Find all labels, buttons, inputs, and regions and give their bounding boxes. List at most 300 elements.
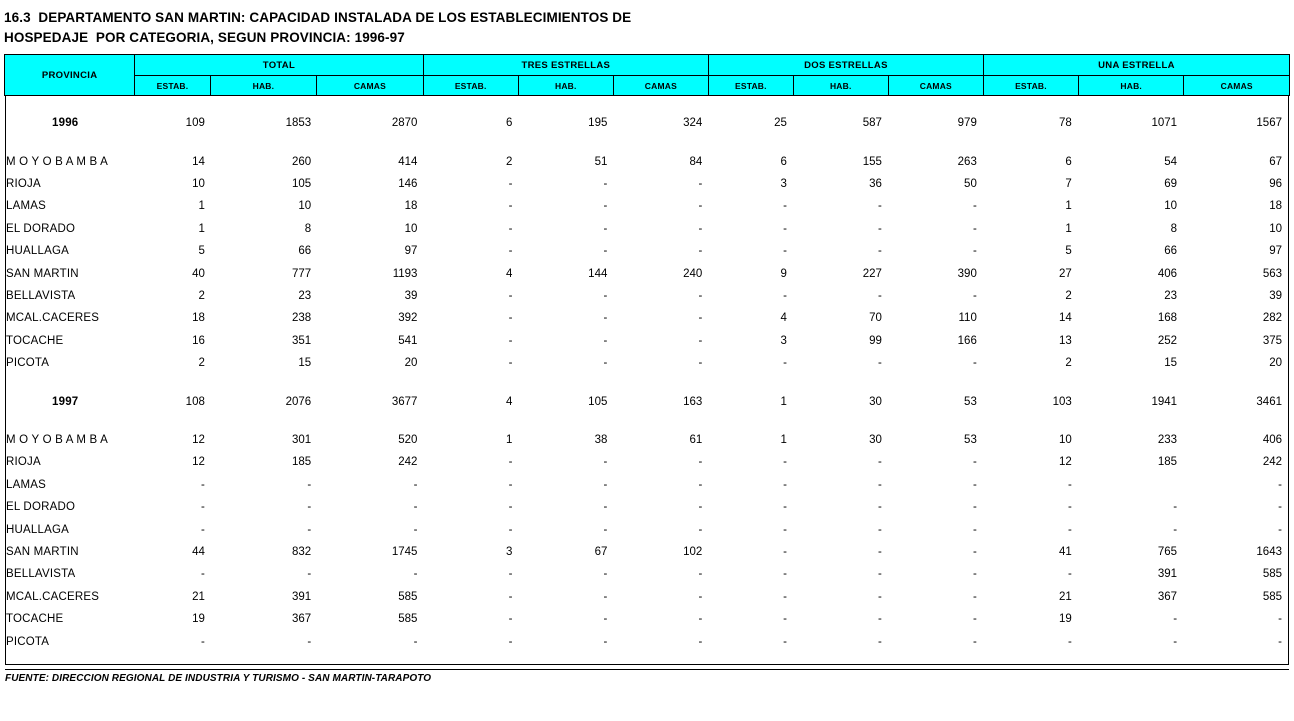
- page-title: [0, 0, 1294, 51]
- data-cell: 10: [1059, 434, 1072, 446]
- data-cell: 27: [1059, 267, 1072, 280]
- data-cell: 520: [398, 434, 418, 446]
- data-cell: 39: [1269, 290, 1282, 303]
- data-cell: 50: [964, 178, 977, 191]
- table-row: [6, 151, 1289, 173]
- data-cell: 19: [1059, 613, 1072, 626]
- data-cell: [1078, 474, 1183, 496]
- spacer-cell: [6, 135, 1289, 151]
- header-tres-estab: ESTAB.: [423, 76, 518, 96]
- data-cell: -: [307, 635, 312, 648]
- data-cell: -: [973, 568, 977, 581]
- header-sub-row: [5, 76, 1290, 96]
- year-label: 1997: [52, 395, 79, 408]
- title-line-2: HOSPEDAJE POR CATEGORIA, SEGUN PROVINCIA: 1996-97: [4, 29, 405, 45]
- data-cell: -: [1067, 635, 1072, 648]
- data-cell: 51: [594, 155, 608, 168]
- data-cell: 1: [198, 222, 205, 235]
- data-cell: 585: [398, 613, 418, 626]
- data-cell: 38: [594, 434, 608, 446]
- data-cell: 10: [1164, 200, 1178, 213]
- table-row: [6, 352, 1289, 374]
- data-cell: -: [783, 290, 787, 303]
- table-row: [6, 630, 1289, 652]
- data-cell: -: [1067, 523, 1072, 536]
- province-label: BELLAVISTA: [6, 568, 76, 581]
- data-cell: 587: [862, 117, 882, 130]
- data-cell: 25: [774, 117, 787, 130]
- data-cell: -: [698, 200, 703, 213]
- data-cell: 227: [862, 267, 882, 280]
- data-cell: -: [878, 200, 882, 213]
- header-tres-hab: HAB.: [518, 76, 613, 96]
- data-cell: 1: [198, 200, 205, 213]
- data-cell: 15: [1164, 357, 1178, 370]
- data-cell: -: [201, 478, 205, 491]
- data-cell: 10: [192, 178, 205, 191]
- data-cell: -: [603, 456, 608, 469]
- data-cell: 12: [192, 456, 205, 469]
- province-label: BELLAVISTA: [6, 290, 76, 303]
- data-cell: 4: [506, 395, 513, 408]
- data-cell: 392: [398, 312, 418, 325]
- data-cell: -: [878, 456, 882, 469]
- data-cell: 282: [1262, 312, 1282, 325]
- province-label: HUALLAGA: [6, 523, 69, 536]
- header-total-estab: ESTAB.: [135, 76, 210, 96]
- spacer-cell: [6, 653, 1289, 665]
- data-cell: 242: [1262, 456, 1282, 469]
- province-label: TOCACHE: [6, 334, 64, 347]
- data-cell: -: [413, 523, 418, 536]
- data-cell: 585: [398, 590, 418, 603]
- data-cell: 252: [1157, 334, 1178, 347]
- data-cell: 19: [192, 613, 205, 626]
- header-group-row: [5, 55, 1290, 76]
- data-cell: 3: [780, 178, 787, 191]
- data-cell: 2076: [285, 395, 312, 408]
- data-cell: 14: [1059, 312, 1072, 325]
- data-cell: 61: [689, 434, 703, 446]
- data-cell: -: [508, 222, 513, 235]
- data-cell: -: [508, 478, 513, 491]
- data-cell: 36: [869, 178, 882, 191]
- data-cell: 30: [869, 395, 882, 408]
- header-una-camas: CAMAS: [1184, 76, 1290, 96]
- data-cell: 263: [957, 155, 977, 168]
- data-cell: -: [698, 334, 703, 347]
- data-cell: 13: [1059, 334, 1072, 347]
- data-cell: -: [878, 222, 882, 235]
- data-cell: -: [307, 501, 312, 514]
- data-cell: 3: [780, 334, 787, 347]
- data-cell: -: [603, 478, 608, 491]
- data-cell: -: [1278, 478, 1282, 491]
- data-cell: 9: [780, 267, 787, 280]
- table-row: [6, 518, 1289, 540]
- data-cell: -: [201, 501, 205, 514]
- data-cell: 301: [291, 434, 312, 446]
- table-row: [6, 429, 1289, 451]
- data-cell: -: [973, 478, 977, 491]
- data-cell: -: [783, 357, 787, 370]
- province-label: RIOJA: [6, 456, 41, 469]
- header-tres-camas: CAMAS: [613, 76, 708, 96]
- header-dos-hab: HAB.: [793, 76, 888, 96]
- data-cell: 12: [1059, 456, 1072, 469]
- data-cell: -: [973, 590, 977, 603]
- data-cell: 78: [1059, 117, 1072, 130]
- data-cell: -: [508, 568, 513, 581]
- data-cell: 39: [404, 290, 418, 303]
- data-cell: 979: [957, 117, 977, 130]
- data-cell: -: [307, 568, 312, 581]
- province-label: EL DORADO: [6, 222, 76, 235]
- spacer-row: [6, 96, 1289, 112]
- data-cell: -: [508, 357, 513, 370]
- data-cell: -: [878, 613, 882, 626]
- data-cell: -: [783, 635, 787, 648]
- data-cell: -: [508, 456, 513, 469]
- data-cell: 8: [304, 222, 312, 235]
- data-cell: -: [508, 523, 513, 536]
- data-cell: -: [1067, 501, 1072, 514]
- data-cell: -: [698, 568, 703, 581]
- data-cell: 23: [298, 290, 312, 303]
- data-cell: -: [878, 545, 882, 558]
- header-dos-estab: ESTAB.: [708, 76, 793, 96]
- data-cell: 1071: [1151, 117, 1178, 130]
- header-group-total: TOTAL: [135, 55, 423, 76]
- table-header: [4, 54, 1290, 96]
- data-cell: -: [783, 613, 787, 626]
- data-cell: -: [783, 245, 787, 258]
- header-una-estab: ESTAB.: [983, 76, 1078, 96]
- data-cell: -: [603, 290, 608, 303]
- data-cell: 18: [404, 200, 418, 213]
- data-cell: 242: [398, 456, 418, 469]
- table-row: [6, 195, 1289, 217]
- data-cell: 97: [404, 245, 418, 258]
- header-una-hab: HAB.: [1078, 76, 1183, 96]
- province-label: PICOTA: [6, 635, 50, 648]
- data-cell: 240: [683, 267, 703, 280]
- data-cell: 4: [780, 312, 787, 325]
- data-cell: -: [878, 357, 882, 370]
- data-cell: -: [878, 523, 882, 536]
- data-cell: -: [698, 613, 703, 626]
- data-cell: -: [973, 635, 977, 648]
- data-cell: -: [1278, 523, 1282, 536]
- data-cell: -: [413, 478, 418, 491]
- data-cell: 84: [689, 155, 703, 168]
- data-cell: 391: [291, 590, 312, 603]
- data-cell: 1: [780, 434, 787, 446]
- spacer-cell: [6, 96, 1289, 112]
- data-cell: -: [878, 478, 882, 491]
- data-cell: -: [603, 635, 608, 648]
- data-cell: 10: [1269, 222, 1282, 235]
- data-cell: 351: [291, 334, 312, 347]
- data-cell: 146: [398, 178, 418, 191]
- data-cell: -: [1173, 613, 1178, 626]
- data-cell: 67: [594, 545, 608, 558]
- data-cell: 23: [1164, 290, 1178, 303]
- data-cell: -: [201, 523, 205, 536]
- data-cell: -: [973, 245, 977, 258]
- province-label: MCAL.CACERES: [6, 590, 100, 603]
- data-cell: -: [878, 501, 882, 514]
- spacer-row: [6, 135, 1289, 151]
- data-cell: 233: [1157, 434, 1178, 446]
- data-cell: -: [973, 290, 977, 303]
- data-cell: 1643: [1256, 545, 1282, 558]
- data-cell: 406: [1262, 434, 1282, 446]
- data-cell: -: [508, 245, 513, 258]
- data-cell: 6: [506, 117, 513, 130]
- data-cell: -: [698, 245, 703, 258]
- data-cell: 70: [869, 312, 882, 325]
- data-cell: 563: [1262, 267, 1282, 280]
- data-cell: -: [603, 590, 608, 603]
- spacer-row: [6, 413, 1289, 429]
- data-cell: -: [603, 222, 608, 235]
- data-cell: 105: [588, 395, 608, 408]
- data-cell: 6: [1065, 155, 1072, 168]
- table-row: [6, 608, 1289, 630]
- data-cell: -: [783, 523, 787, 536]
- data-cell: -: [508, 334, 513, 347]
- data-cell: 2: [198, 290, 205, 303]
- table-row: [6, 451, 1289, 473]
- data-cell: 1: [780, 395, 787, 408]
- data-cell: 40: [192, 267, 205, 280]
- header-dos-camas: CAMAS: [888, 76, 983, 96]
- data-cell: 2870: [391, 117, 418, 130]
- data-cell: 8: [1170, 222, 1178, 235]
- data-cell: 53: [964, 434, 977, 446]
- spacer-cell: [6, 374, 1289, 390]
- data-cell: -: [201, 568, 205, 581]
- data-cell: -: [698, 478, 703, 491]
- data-cell: -: [783, 478, 787, 491]
- data-cell: 12: [192, 434, 205, 446]
- header-total-camas: CAMAS: [317, 76, 423, 96]
- data-cell: 102: [683, 545, 703, 558]
- data-cell: 97: [1269, 245, 1282, 258]
- year-total-row: [6, 112, 1289, 134]
- data-cell: 585: [1262, 590, 1282, 603]
- data-cell: 54: [1164, 155, 1178, 168]
- data-cell: 66: [1164, 245, 1178, 258]
- data-cell: 168: [1157, 312, 1178, 325]
- data-cell: -: [508, 635, 513, 648]
- data-cell: -: [508, 178, 513, 191]
- header-group-dos-estrellas: DOS ESTRELLAS: [708, 55, 983, 76]
- data-cell: -: [698, 635, 703, 648]
- data-cell: -: [783, 456, 787, 469]
- data-cell: 2: [1065, 290, 1072, 303]
- data-cell: 10: [404, 222, 418, 235]
- data-cell: 3: [506, 545, 513, 558]
- data-cell: -: [698, 523, 703, 536]
- data-cell: 1193: [392, 267, 418, 280]
- header-province: PROVINCIA: [5, 55, 135, 96]
- data-cell: -: [603, 334, 608, 347]
- title-line-1: 16.3 DEPARTAMENTO SAN MARTIN: CAPACIDAD INSTALADA DE LOS ESTABLECIMIENTOS DE: [4, 10, 632, 25]
- data-cell: -: [1067, 478, 1072, 491]
- province-label: RIOJA: [6, 178, 41, 191]
- table-row: [6, 496, 1289, 518]
- data-cell: -: [698, 222, 703, 235]
- data-cell: 20: [1269, 357, 1282, 370]
- year-total-row: [6, 390, 1289, 412]
- data-cell: 5: [198, 245, 205, 258]
- data-cell: 67: [1269, 155, 1282, 168]
- data-cell: 324: [683, 117, 703, 130]
- data-cell: 109: [185, 117, 205, 130]
- table-row: [6, 563, 1289, 585]
- data-cell: 103: [1052, 395, 1072, 408]
- data-cell: -: [603, 200, 608, 213]
- data-cell: -: [973, 357, 977, 370]
- data-cell: -: [783, 501, 787, 514]
- data-cell: 18: [192, 312, 205, 325]
- table-row: [6, 474, 1289, 496]
- data-cell: 15: [298, 357, 312, 370]
- header-total-hab: HAB.: [210, 76, 316, 96]
- data-cell: -: [603, 178, 608, 191]
- table-row: [6, 240, 1289, 262]
- data-cell: -: [603, 357, 608, 370]
- data-cell: 4: [506, 267, 513, 280]
- data-cell: -: [973, 613, 977, 626]
- table-row: [6, 218, 1289, 240]
- data-cell: 3461: [1256, 395, 1282, 408]
- data-cell: 108: [185, 395, 205, 408]
- data-cell: -: [973, 222, 977, 235]
- data-cell: 14: [192, 155, 205, 168]
- data-cell: 414: [398, 155, 418, 168]
- data-cell: -: [508, 312, 513, 325]
- data-cell: -: [698, 178, 703, 191]
- data-cell: 777: [291, 267, 312, 280]
- data-cell: 1745: [391, 545, 418, 558]
- data-cell: -: [698, 501, 703, 514]
- data-cell: 96: [1269, 178, 1282, 191]
- data-cell: -: [973, 523, 977, 536]
- data-cell: 69: [1164, 178, 1178, 191]
- data-cell: 30: [869, 434, 882, 446]
- table-row: [6, 541, 1289, 563]
- data-cell: -: [413, 568, 418, 581]
- spacer-cell: [6, 413, 1289, 429]
- data-cell: -: [307, 478, 312, 491]
- data-cell: 5: [1065, 245, 1072, 258]
- data-cell: -: [878, 590, 882, 603]
- table-row: [6, 262, 1289, 284]
- data-cell: -: [973, 456, 977, 469]
- data-cell: 18: [1269, 200, 1282, 213]
- data-cell: 260: [291, 155, 312, 168]
- province-label: LAMAS: [6, 478, 46, 491]
- data-cell: 375: [1262, 334, 1282, 347]
- header-group-tres-estrellas: TRES ESTRELLAS: [423, 55, 708, 76]
- data-cell: -: [1067, 568, 1072, 581]
- data-cell: -: [1278, 613, 1282, 626]
- data-cell: -: [783, 545, 787, 558]
- data-cell: -: [878, 568, 882, 581]
- data-cell: -: [698, 290, 703, 303]
- data-cell: -: [783, 200, 787, 213]
- province-label: M O Y O B A M B A: [6, 155, 109, 168]
- data-cell: -: [603, 523, 608, 536]
- data-cell: -: [878, 290, 882, 303]
- data-cell: -: [603, 501, 608, 514]
- data-cell: 2: [198, 357, 205, 370]
- table-row: [6, 330, 1289, 352]
- data-cell: -: [603, 245, 608, 258]
- data-cell: 238: [291, 312, 312, 325]
- data-cell: 105: [291, 178, 312, 191]
- data-cell: -: [603, 568, 608, 581]
- data-cell: -: [508, 613, 513, 626]
- data-cell: 1853: [285, 117, 312, 130]
- table-row: [6, 173, 1289, 195]
- data-cell: -: [307, 523, 312, 536]
- data-cell: 765: [1157, 545, 1178, 558]
- data-cell: 195: [588, 117, 608, 130]
- data-cell: 2: [506, 155, 513, 168]
- data-cell: -: [783, 590, 787, 603]
- data-cell: 832: [291, 545, 312, 558]
- data-cell: -: [1278, 635, 1282, 648]
- data-cell: 185: [1157, 456, 1178, 469]
- data-cell: -: [508, 590, 513, 603]
- data-cell: -: [698, 456, 703, 469]
- data-cell: 1941: [1151, 395, 1178, 408]
- table-body: [5, 96, 1289, 665]
- source-note: FUENTE: DIRECCION REGIONAL DE INDUSTRIA Y TURISMO - SAN MARTIN-TARAPOTO: [5, 669, 1289, 684]
- data-cell: -: [1173, 523, 1178, 536]
- data-cell: 367: [291, 613, 312, 626]
- table-row: [6, 285, 1289, 307]
- data-cell: 53: [964, 395, 977, 408]
- data-cell: 21: [192, 590, 205, 603]
- data-cell: -: [603, 613, 608, 626]
- spacer-row: [6, 374, 1289, 390]
- data-cell: 20: [404, 357, 418, 370]
- province-label: LAMAS: [6, 200, 46, 213]
- data-cell: 16: [192, 334, 205, 347]
- data-cell: 21: [1059, 590, 1072, 603]
- data-cell: -: [783, 568, 787, 581]
- data-cell: 144: [588, 267, 608, 280]
- data-cell: 391: [1157, 568, 1178, 581]
- province-label: SAN MARTIN: [6, 267, 79, 280]
- data-cell: -: [413, 501, 418, 514]
- province-label: MCAL.CACERES: [6, 312, 100, 325]
- data-cell: 1: [506, 434, 513, 446]
- data-cell: -: [973, 200, 977, 213]
- data-cell: 541: [398, 334, 418, 347]
- data-cell: -: [1278, 501, 1282, 514]
- table-row: [6, 307, 1289, 329]
- data-cell: -: [973, 545, 977, 558]
- province-label: SAN MARTIN: [6, 545, 79, 558]
- data-cell: 1: [1065, 222, 1072, 235]
- data-cell: -: [878, 245, 882, 258]
